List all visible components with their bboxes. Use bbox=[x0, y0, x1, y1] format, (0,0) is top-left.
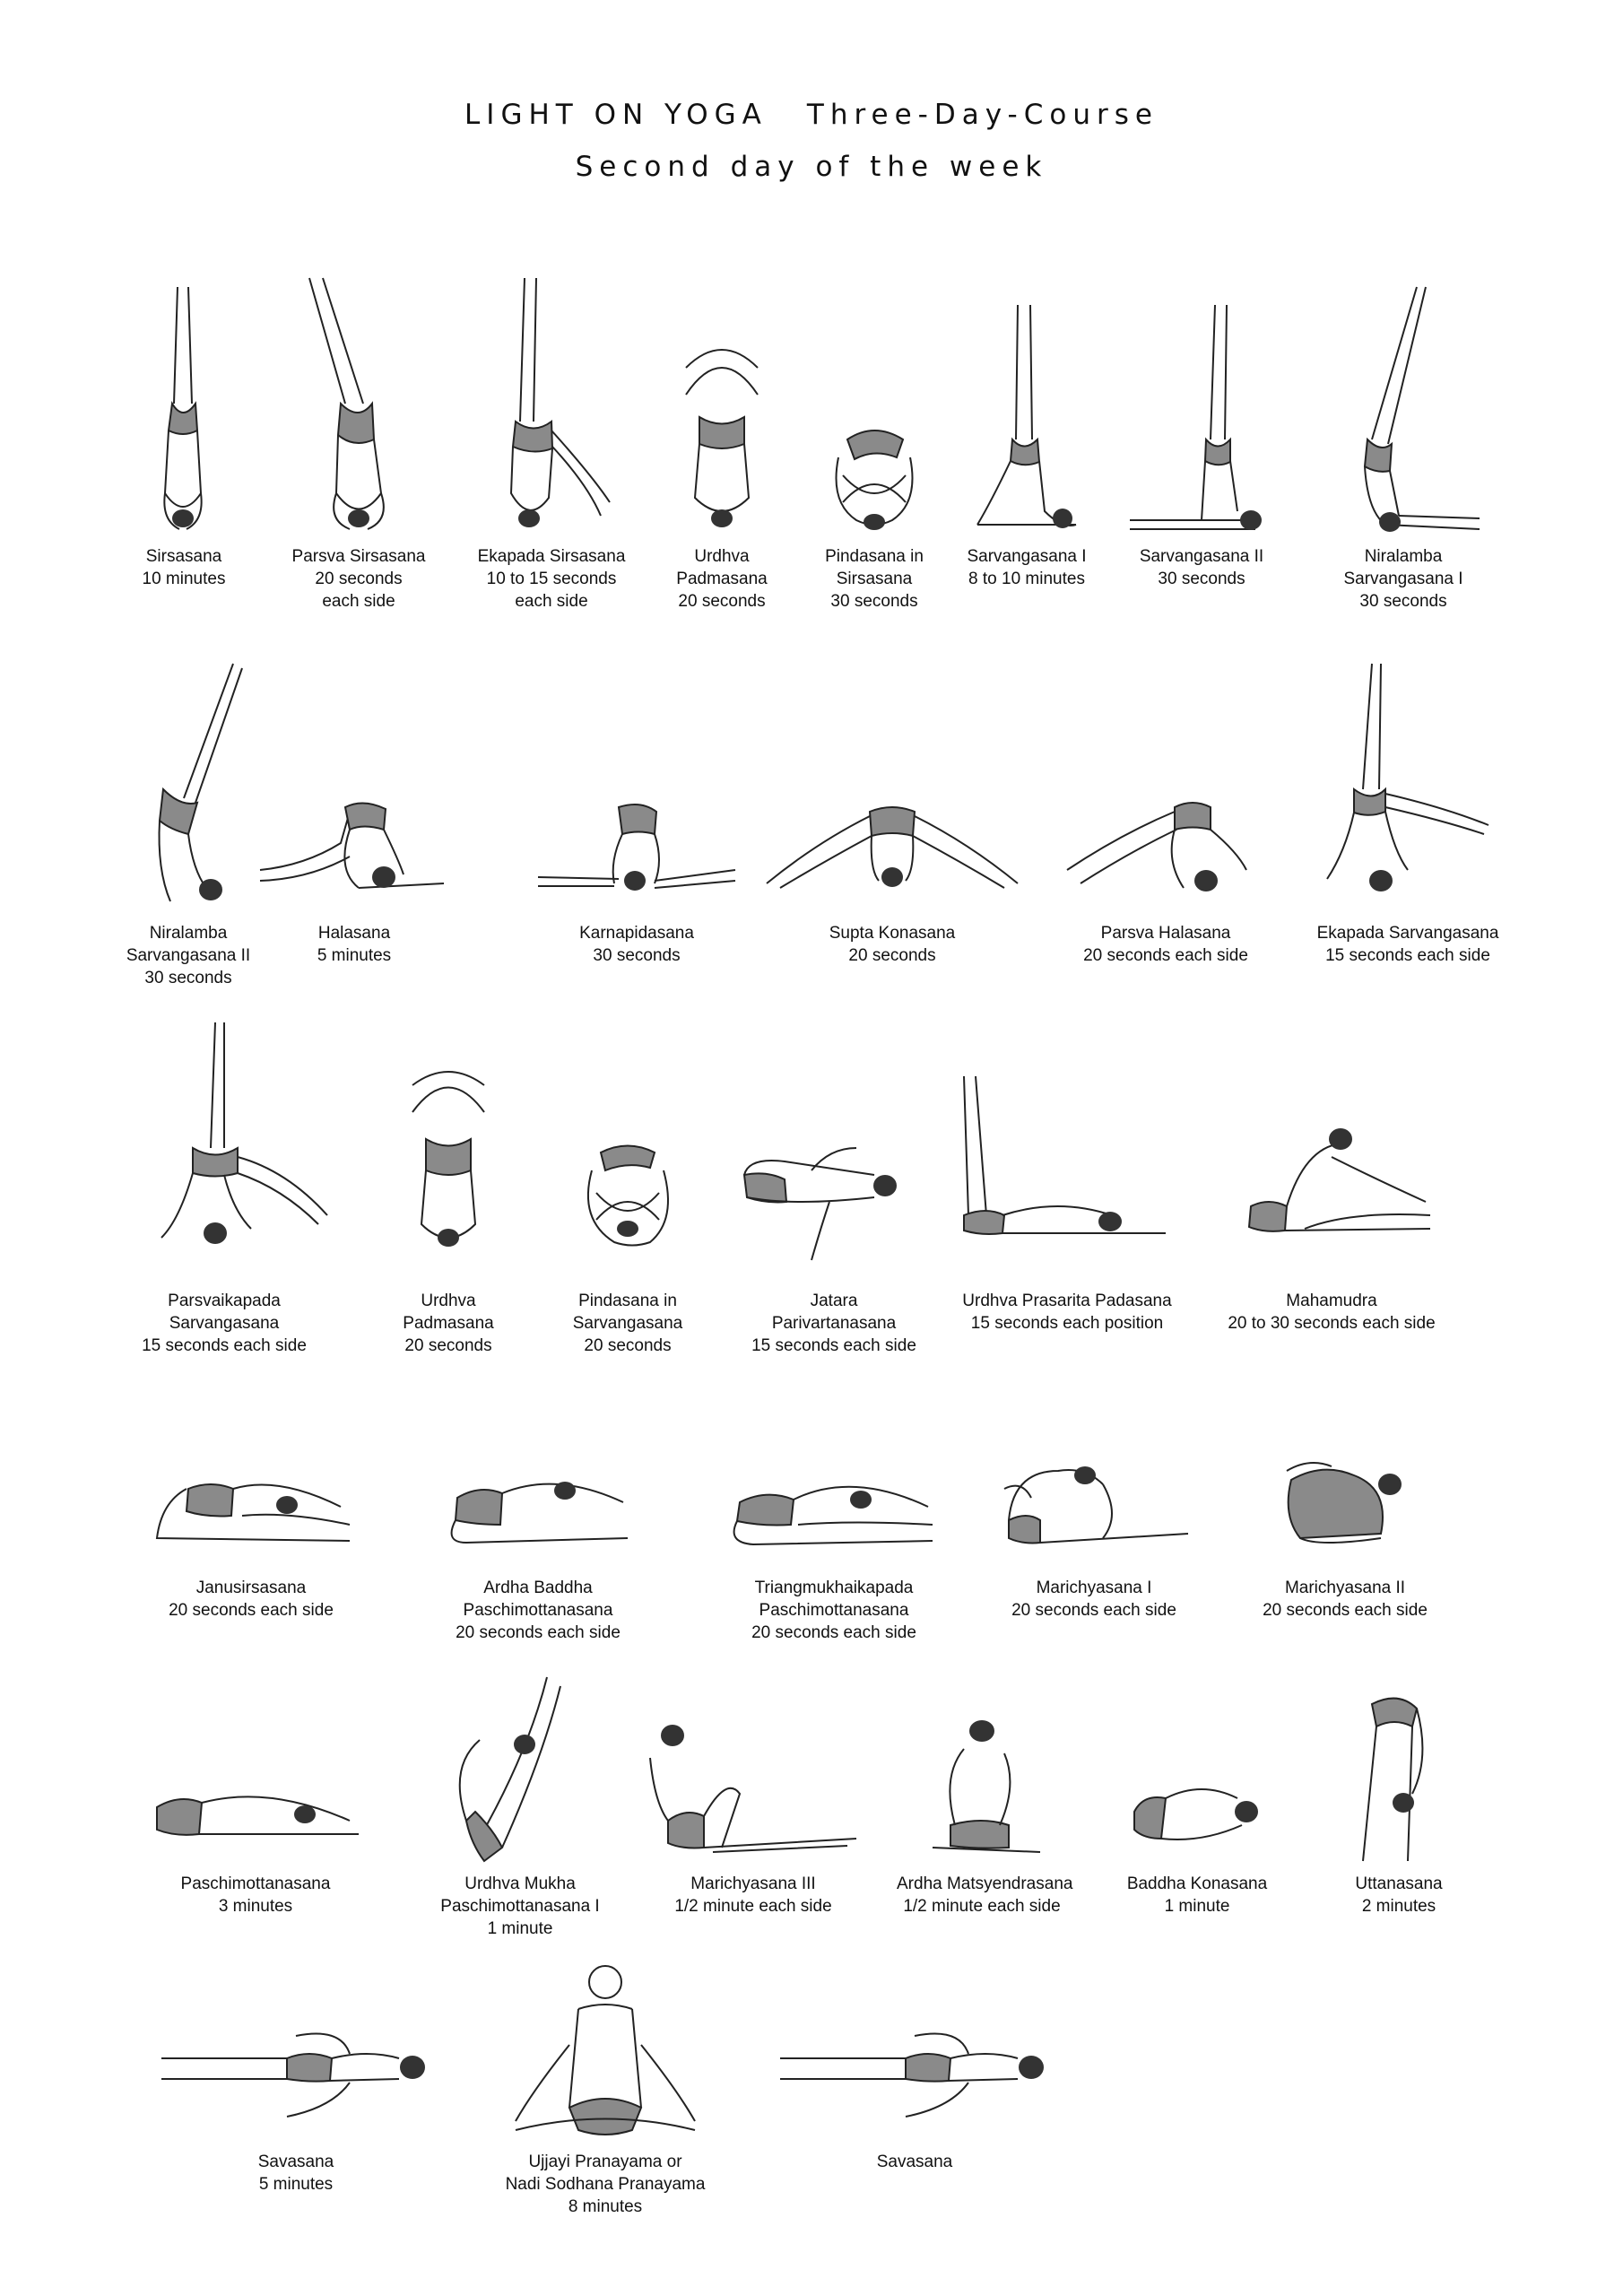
triangmukhaikapada-figure bbox=[717, 1435, 950, 1570]
pose-sarvangasana-2 bbox=[1121, 269, 1282, 590]
caption: Sarvangasana II 30 seconds bbox=[1139, 547, 1264, 588]
pindasana-sirsasana-figure bbox=[803, 269, 946, 538]
caption: Marichyasana III 1/2 minute each side bbox=[674, 1874, 832, 1916]
caption: Parsva Sirsasana 20 seconds each side bbox=[291, 547, 426, 611]
pose-pindasana-sarvangasana bbox=[560, 1013, 695, 1357]
pose-niralamba-sarvangasana-1 bbox=[1318, 269, 1488, 613]
pose-pranayama bbox=[498, 1955, 713, 2218]
caption: Urdhva Mukha Paschimottanasana I 1 minute bbox=[440, 1874, 600, 1938]
title-main: LIGHT ON YOGA bbox=[464, 99, 768, 131]
pose-karnapidasana bbox=[529, 646, 744, 967]
caption: Marichyasana I 20 seconds each side bbox=[1011, 1578, 1176, 1620]
pose-uttanasana bbox=[1327, 1686, 1471, 1918]
caption: Supta Konasana 20 seconds bbox=[829, 924, 956, 965]
baddha-konasana-figure bbox=[1121, 1704, 1273, 1866]
caption: Urdhva Prasarita Padasana 15 seconds each position bbox=[962, 1292, 1172, 1333]
mahamudra-figure bbox=[1215, 1013, 1448, 1283]
sarvangasana-1-figure bbox=[955, 269, 1098, 538]
parsva-halasana-figure bbox=[1058, 646, 1273, 915]
pose-savasana-final bbox=[771, 1973, 1058, 2173]
marichyasana-2-figure bbox=[1255, 1435, 1435, 1570]
caption: Urdhva Padmasana 20 seconds bbox=[403, 1292, 494, 1355]
pose-pindasana-sirsasana bbox=[803, 269, 946, 613]
caption: Ujjayi Pranayama or Nadi Sodhana Pranayama 8 minutes bbox=[505, 2152, 706, 2216]
urdhva-prasarita-padasana-figure bbox=[950, 1013, 1184, 1283]
pose-baddha-konasana bbox=[1121, 1704, 1273, 1918]
pose-parsva-halasana bbox=[1058, 646, 1273, 967]
caption: Parsva Halasana 20 seconds each side bbox=[1083, 924, 1248, 965]
parsva-sirsasana-figure bbox=[282, 269, 435, 538]
caption: Halasana 5 minutes bbox=[317, 924, 392, 965]
pose-paschimottanasana bbox=[143, 1686, 368, 1918]
caption: Uttanasana 2 minutes bbox=[1355, 1874, 1443, 1916]
ardha-matsyendrasana-figure bbox=[897, 1704, 1067, 1866]
pose-jatara-parivartanasana bbox=[731, 1013, 937, 1357]
pose-ardha-baddha-paschimottanasana bbox=[430, 1435, 646, 1644]
pose-niralamba-sarvangasana-2 bbox=[117, 646, 260, 989]
halasana-figure bbox=[251, 646, 457, 915]
caption: Sarvangasana I 8 to 10 minutes bbox=[967, 547, 1087, 588]
caption: Parsvaikapada Sarvangasana 15 seconds each side bbox=[142, 1292, 307, 1355]
karnapidasana-figure bbox=[529, 646, 744, 915]
pose-marichyasana-1 bbox=[986, 1435, 1202, 1622]
caption: Janusirsasana 20 seconds each side bbox=[169, 1578, 334, 1620]
caption: Pindasana in Sirsasana 30 seconds bbox=[825, 547, 924, 611]
caption: Mahamudra 20 to 30 seconds each side bbox=[1228, 1292, 1436, 1333]
pose-urdhva-prasarita-padasana bbox=[950, 1013, 1184, 1335]
caption: Urdhva Padmasana 20 seconds bbox=[676, 547, 768, 611]
ekapada-sarvangasana-figure bbox=[1309, 646, 1506, 915]
savasana-final-figure bbox=[771, 1973, 1058, 2144]
page-title bbox=[0, 99, 1623, 131]
caption: Baddha Konasana 1 minute bbox=[1126, 1874, 1268, 1916]
pose-sarvangasana-1 bbox=[955, 269, 1098, 590]
uttanasana-figure bbox=[1327, 1686, 1471, 1866]
parsvaikapada-sarvangasana-figure bbox=[117, 1013, 332, 1283]
pose-parsva-sirsasana bbox=[282, 269, 435, 613]
supta-konasana-figure bbox=[762, 646, 1022, 915]
caption: Triangmukhaikapada Paschimottanasana 20 seconds each side bbox=[751, 1578, 916, 1642]
pose-marichyasana-3 bbox=[641, 1704, 865, 1918]
marichyasana-1-figure bbox=[986, 1435, 1202, 1570]
title-course: Three-Day-Course bbox=[806, 99, 1159, 131]
pose-marichyasana-2 bbox=[1255, 1435, 1435, 1622]
sarvangasana-2-figure bbox=[1121, 269, 1282, 538]
pose-sirsasana bbox=[126, 269, 242, 590]
pose-urdhva-padmasana-headstand bbox=[659, 269, 785, 613]
paschimottanasana-figure bbox=[143, 1686, 368, 1866]
pose-urdhva-padmasana-shoulderstand bbox=[386, 1013, 511, 1357]
ekapada-sirsasana-figure bbox=[466, 269, 637, 538]
caption: Marichyasana II 20 seconds each side bbox=[1263, 1578, 1428, 1620]
pose-janusirsasana bbox=[135, 1435, 368, 1622]
pose-ardha-matsyendrasana bbox=[897, 1704, 1073, 1918]
pose-supta-konasana bbox=[762, 646, 1022, 967]
pose-ekapada-sarvangasana bbox=[1309, 646, 1506, 967]
janusirsasana-figure bbox=[135, 1435, 368, 1570]
caption: Niralamba Sarvangasana II 30 seconds bbox=[126, 924, 251, 987]
urdhva-padmasana-headstand-figure bbox=[659, 269, 785, 538]
savasana-figure bbox=[152, 1973, 439, 2144]
pose-triangmukhaikapada bbox=[717, 1435, 950, 1644]
sirsasana-figure bbox=[126, 269, 242, 538]
jatara-parivartanasana-figure bbox=[731, 1013, 937, 1283]
caption: Niralamba Sarvangasana I 30 seconds bbox=[1343, 547, 1463, 611]
pose-halasana bbox=[251, 646, 457, 967]
urdhva-mukha-paschimottanasana-figure bbox=[430, 1677, 610, 1866]
page-subtitle: Second day of the week bbox=[575, 151, 1048, 183]
caption: Paschimottanasana 3 minutes bbox=[180, 1874, 331, 1916]
caption: Jatara Parivartanasana 15 seconds each side bbox=[751, 1292, 916, 1355]
pose-urdhva-mukha-paschimottanasana bbox=[430, 1677, 610, 1940]
pose-ekapada-sirsasana bbox=[466, 269, 637, 613]
pose-mahamudra bbox=[1215, 1013, 1448, 1335]
caption: Ardha Matsyendrasana 1/2 minute each side bbox=[897, 1874, 1073, 1916]
marichyasana-3-figure bbox=[641, 1704, 865, 1866]
pindasana-sarvangasana-figure bbox=[560, 1013, 695, 1283]
pose-savasana bbox=[152, 1973, 439, 2196]
caption: Sirsasana 10 minutes bbox=[142, 547, 226, 588]
caption: Savasana bbox=[876, 2152, 953, 2171]
caption: Ekapada Sarvangasana 15 seconds each side bbox=[1316, 924, 1499, 965]
caption: Karnapidasana 30 seconds bbox=[579, 924, 694, 965]
caption: Ardha Baddha Paschimottanasana 20 seconds each side bbox=[456, 1578, 621, 1642]
caption: Pindasana in Sarvangasana 20 seconds bbox=[572, 1292, 683, 1355]
niralamba-sarvangasana-1-figure bbox=[1318, 269, 1488, 538]
caption: Ekapada Sirsasana 10 to 15 seconds each side bbox=[477, 547, 626, 611]
urdhva-padmasana-shoulderstand-figure bbox=[386, 1013, 511, 1283]
pranayama-figure bbox=[498, 1955, 713, 2144]
niralamba-sarvangasana-2-figure bbox=[117, 646, 260, 915]
ardha-baddha-paschimottanasana-figure bbox=[430, 1435, 646, 1570]
caption: Savasana 5 minutes bbox=[257, 2152, 334, 2194]
pose-parsvaikapada-sarvangasana bbox=[117, 1013, 332, 1357]
